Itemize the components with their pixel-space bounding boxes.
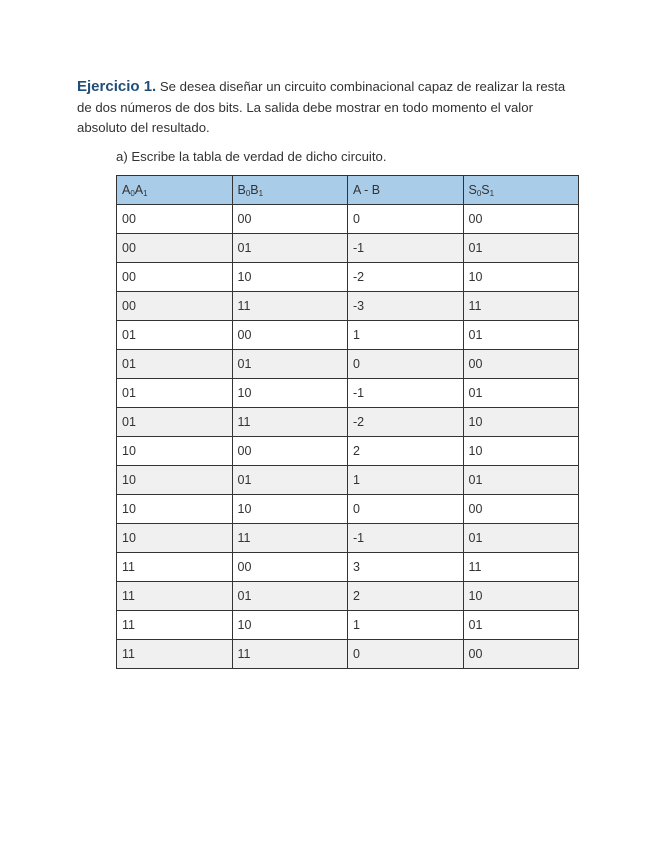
header-text: B: [237, 183, 246, 197]
table-row: [117, 437, 579, 466]
cell-difference: -1: [348, 379, 464, 408]
table-body: [117, 205, 579, 669]
cell-difference: 0: [348, 205, 464, 234]
subtask-text: a) Escribe la tabla de verdad de dicho circuito.: [116, 149, 387, 164]
cell-s: 10: [463, 408, 579, 437]
cell-s: 00: [463, 205, 579, 234]
cell-a: 10: [117, 524, 233, 553]
cell-s: 00: [463, 640, 579, 669]
exercise-statement: [77, 77, 567, 139]
cell-b: 10: [232, 263, 348, 292]
table-header-row: [117, 176, 579, 205]
cell-difference: 3: [348, 553, 464, 582]
cell-a: 10: [117, 466, 233, 495]
exercise-heading: Ejercicio 1.: [77, 78, 157, 95]
cell-a: 00: [117, 263, 233, 292]
header-subscript: 0: [245, 189, 251, 198]
cell-a: 10: [117, 437, 233, 466]
cell-a: 11: [117, 611, 233, 640]
cell-a: 11: [117, 640, 233, 669]
exercise-text: Se desea diseñar un circuito combinacional capaz de realizar la resta de dos números de dos bits. La salida debe mostrar en todo momento el valor absoluto del resultado.: [77, 79, 566, 135]
table-row: [117, 350, 579, 379]
header-subscript: 1: [143, 189, 148, 198]
table-row: [117, 524, 579, 553]
table-row: [117, 582, 579, 611]
cell-b: 10: [232, 379, 348, 408]
header-text: S: [481, 183, 490, 197]
cell-a: 00: [117, 292, 233, 321]
header-difference: [348, 176, 464, 205]
header-b-inputs: [232, 176, 348, 205]
cell-a: 01: [117, 379, 233, 408]
cell-difference: -2: [348, 263, 464, 292]
header-a-inputs: [117, 176, 233, 205]
table-row: [117, 495, 579, 524]
header-text: A - B: [353, 183, 381, 197]
header-subscript: 1: [258, 189, 264, 198]
table-row: [117, 553, 579, 582]
cell-b: 11: [232, 408, 348, 437]
cell-a: 01: [117, 321, 233, 350]
cell-s: 10: [463, 437, 579, 466]
cell-b: 00: [232, 437, 348, 466]
header-subscript: 0: [476, 189, 482, 198]
cell-s: 01: [463, 234, 579, 263]
cell-a: 11: [117, 582, 233, 611]
cell-difference: 0: [348, 640, 464, 669]
cell-difference: 0: [348, 350, 464, 379]
table-row: [117, 408, 579, 437]
cell-b: 01: [232, 350, 348, 379]
header-text: S: [468, 183, 477, 197]
header-subscript: 1: [489, 189, 495, 198]
cell-b: 10: [232, 611, 348, 640]
table-row: [117, 292, 579, 321]
cell-s: 01: [463, 611, 579, 640]
cell-difference: 1: [348, 466, 464, 495]
cell-b: 11: [232, 640, 348, 669]
table-row: [117, 611, 579, 640]
table-row: [117, 321, 579, 350]
table-row: [117, 263, 579, 292]
cell-b: 11: [232, 292, 348, 321]
cell-a: 00: [117, 205, 233, 234]
cell-difference: 2: [348, 437, 464, 466]
cell-s: 01: [463, 524, 579, 553]
table-row: [117, 234, 579, 263]
cell-s: 11: [463, 553, 579, 582]
header-text: B: [250, 183, 259, 197]
cell-s: 00: [463, 495, 579, 524]
cell-a: 01: [117, 408, 233, 437]
table-row: [117, 640, 579, 669]
cell-b: 00: [232, 321, 348, 350]
cell-a: 10: [117, 495, 233, 524]
cell-s: 00: [463, 350, 579, 379]
cell-difference: -3: [348, 292, 464, 321]
cell-difference: 2: [348, 582, 464, 611]
cell-difference: -2: [348, 408, 464, 437]
header-text: A: [122, 183, 131, 197]
header-s-outputs: [463, 176, 579, 205]
cell-difference: -1: [348, 234, 464, 263]
cell-s: 01: [463, 379, 579, 408]
cell-b: 01: [232, 466, 348, 495]
cell-difference: 1: [348, 611, 464, 640]
cell-s: 10: [463, 582, 579, 611]
table-row: [117, 205, 579, 234]
cell-a: 11: [117, 553, 233, 582]
header-subscript: 0: [130, 189, 135, 198]
cell-b: 10: [232, 495, 348, 524]
cell-b: 01: [232, 234, 348, 263]
cell-difference: 0: [348, 495, 464, 524]
cell-a: 01: [117, 350, 233, 379]
cell-b: 01: [232, 582, 348, 611]
cell-difference: 1: [348, 321, 464, 350]
cell-s: 11: [463, 292, 579, 321]
header-text: A: [134, 183, 144, 197]
cell-b: 00: [232, 553, 348, 582]
cell-s: 01: [463, 466, 579, 495]
cell-b: 00: [232, 205, 348, 234]
cell-difference: -1: [348, 524, 464, 553]
table-row: [117, 379, 579, 408]
cell-a: 00: [117, 234, 233, 263]
cell-b: 11: [232, 524, 348, 553]
truth-table: [116, 175, 579, 669]
cell-s: 10: [463, 263, 579, 292]
cell-s: 01: [463, 321, 579, 350]
table-row: [117, 466, 579, 495]
